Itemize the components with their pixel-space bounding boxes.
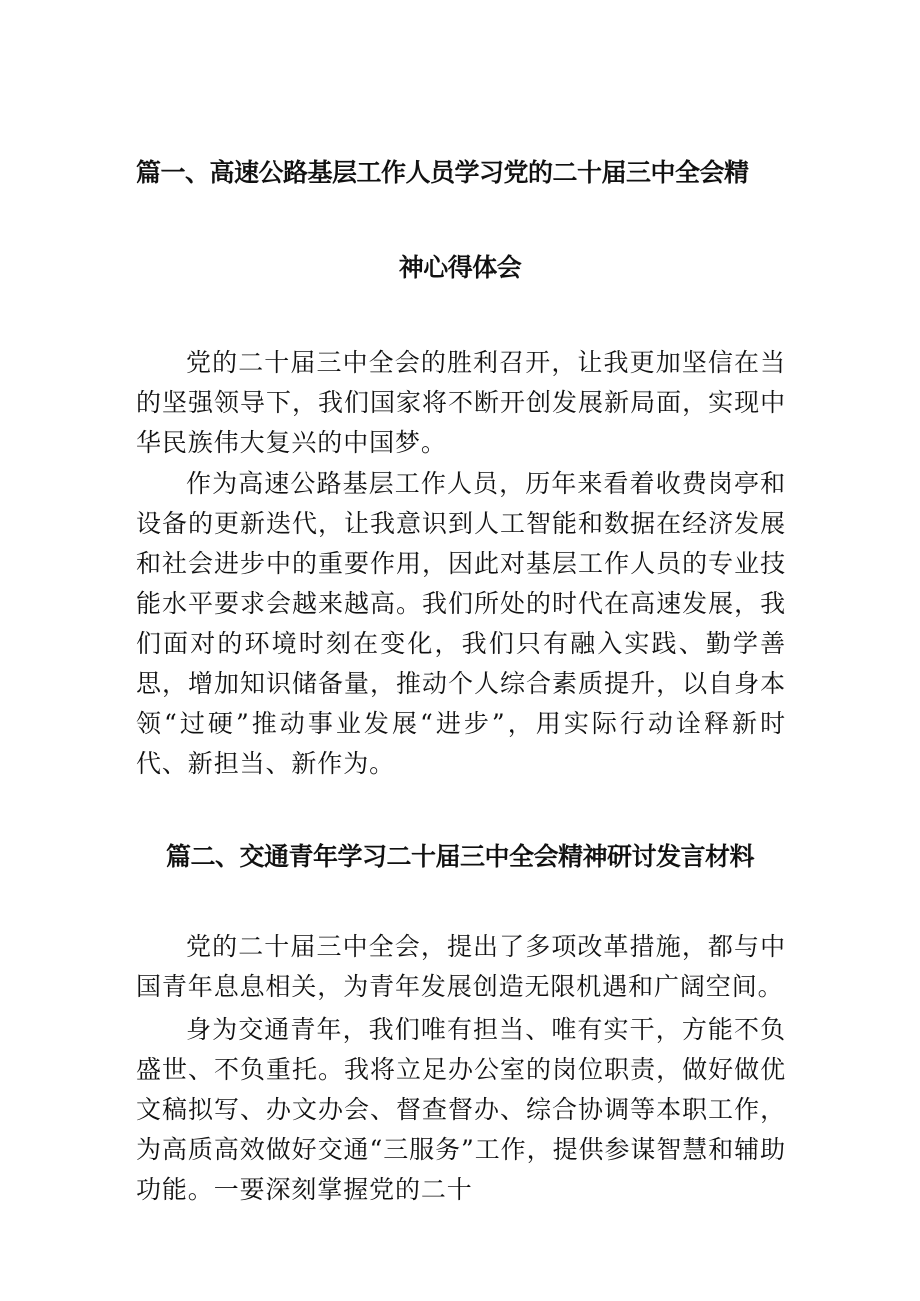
section1-title-line1: 篇一、高速公路基层工作人员学习党的二十届三中全会精 xyxy=(136,158,749,187)
section2-paragraph-2: 身为交通青年，我们唯有担当、唯有实干，方能不负盛世、不负重托。我将立足办公室的岗位职责，做好做优文稿拟写、办文办会、督查督办、综合协调等本职工作，为高质高效做好交通“三服务”工作，提供参谋智慧和辅助功能。一要深刻掌握党的二十 xyxy=(136,1015,786,1204)
section1-paragraph-1: 党的二十届三中全会的胜利召开，让我更加坚信在当的坚强领导下，我们国家将不断开创发展新局面，实现中华民族伟大复兴的中国梦。 xyxy=(136,348,786,457)
section1-paragraph-2: 作为高速公路基层工作人员，历年来看着收费岗亭和设备的更新迭代，让我意识到人工智能和数据在经济发展和社会进步中的重要作用，因此对基层工作人员的专业技能水平要求会越来越高。我们所处的时代在高速发展，我们面对的环境时刻在变化，我们只有融入实践、勤学善思，增加知识储备量，推动个人综合素质提升，以自身本领“过硬”推动事业发展“进步”，用实际行动诠释新时代、新担当、新作为。 xyxy=(136,469,786,778)
section2-paragraph-1: 党的二十届三中全会，提出了多项改革措施，都与中国青年息息相关，为青年发展创造无限机遇和广阔空间。 xyxy=(136,932,786,1001)
section2-title: 篇二、交通青年学习二十届三中全会精神研讨发言材料 xyxy=(165,842,754,871)
section1-title-line2: 神心得体会 xyxy=(398,253,522,282)
